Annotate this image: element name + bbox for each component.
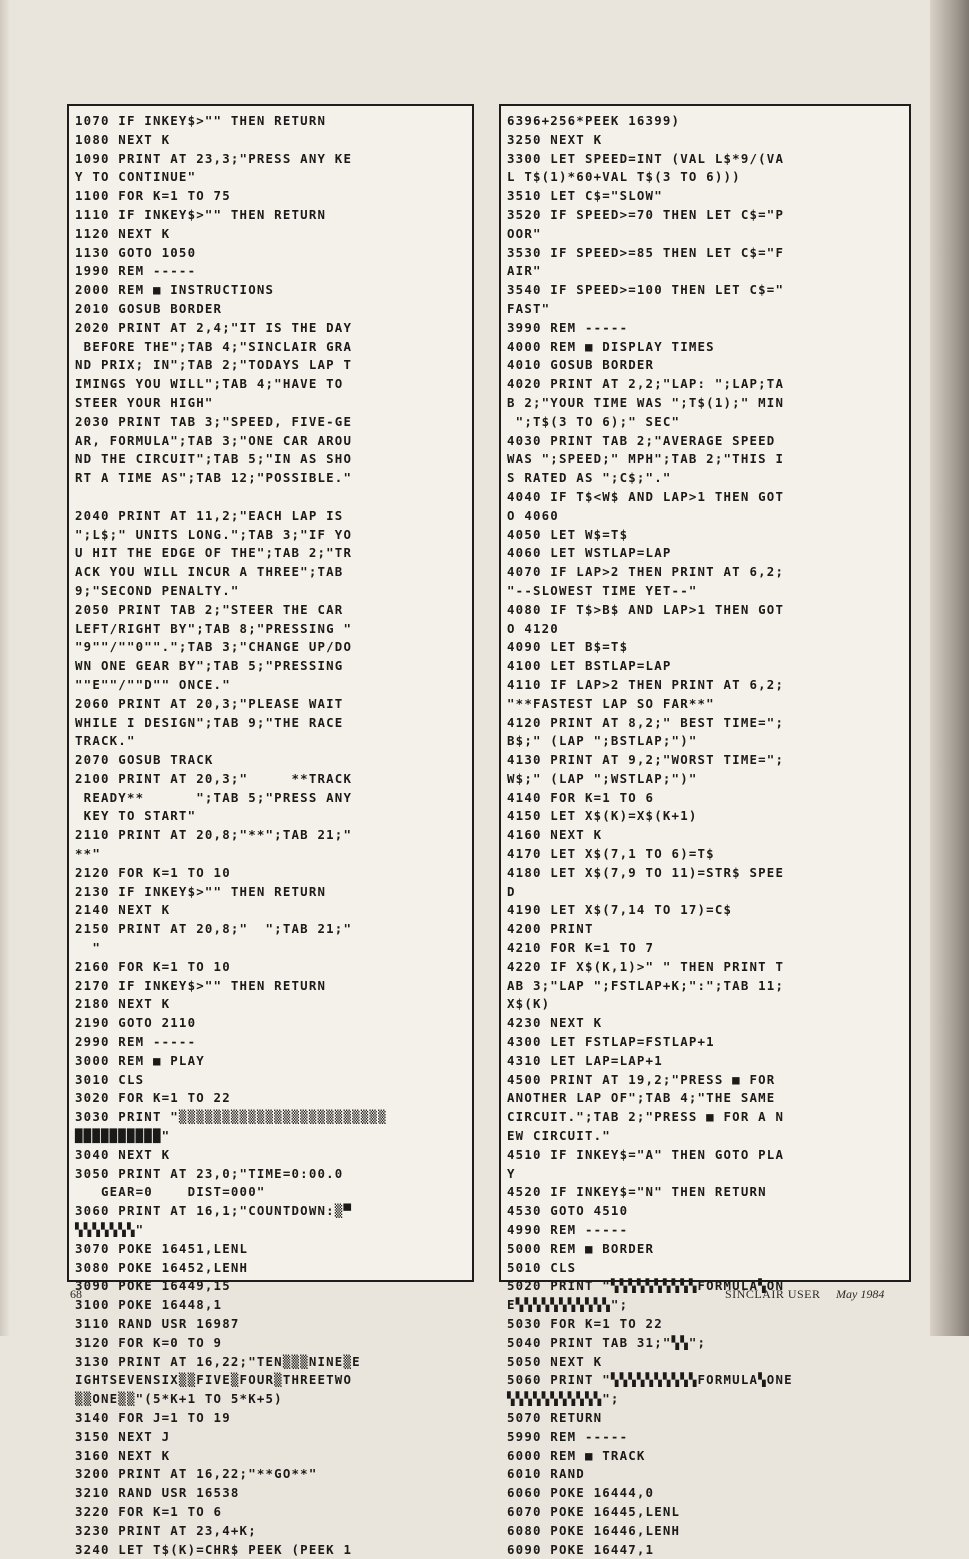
code-line: 3140 FOR J=1 TO 19 (75, 1409, 231, 1425)
code-line: 1080 NEXT K (75, 131, 171, 147)
code-line: 2110 PRINT AT 20,8;"**";TAB 21;" (75, 827, 353, 843)
code-line: " (75, 940, 101, 956)
code-line: 4150 LET X$(K)=X$(K+1) (507, 808, 698, 824)
code-line: 4040 IF T$<W$ AND LAP>1 THEN GOT (507, 488, 785, 504)
code-line: 6000 REM ■ TRACK (507, 1447, 646, 1463)
code-line: 2050 PRINT TAB 2;"STEER THE CAR (75, 601, 344, 617)
code-line: 4030 PRINT TAB 2;"AVERAGE SPEED (507, 432, 776, 448)
code-line: 3240 LET T$(K)=CHR$ PEEK (PEEK 1 (75, 1541, 353, 1557)
code-line: TRACK." (75, 733, 136, 749)
code-line: 5070 RETURN (507, 1409, 603, 1425)
code-line: ";L$;" UNITS LONG.";TAB 3;"IF YO (75, 526, 353, 542)
code-line: 3090 POKE 16449,15 (75, 1278, 231, 1294)
code-line: 5050 NEXT K (507, 1353, 603, 1369)
code-line: 4300 LET FSTLAP=FSTLAP+1 (507, 1034, 715, 1050)
code-line: 4090 LET B$=T$ (507, 639, 629, 655)
code-line: 4130 PRINT AT 9,2;"WORST TIME="; (507, 752, 785, 768)
code-line: BEFORE THE";TAB 4;"SINCLAIR GRA (75, 338, 353, 354)
code-line: 3040 NEXT K (75, 1146, 171, 1162)
code-line: 1120 NEXT K (75, 225, 171, 241)
code-line: 4140 FOR K=1 TO 6 (507, 789, 655, 805)
code-line: 2130 IF INKEY$>"" THEN RETURN (75, 883, 327, 899)
code-line: D (507, 883, 516, 899)
code-listing-left (75, 112, 466, 1559)
code-line: 6060 POKE 16444,0 (507, 1485, 655, 1501)
code-line: 4190 LET X$(7,14 TO 17)=C$ (507, 902, 733, 918)
code-line: 4050 LET W$=T$ (507, 526, 629, 542)
code-line: 3110 RAND USR 16987 (75, 1316, 240, 1331)
code-line: 1990 REM ----- (75, 263, 197, 279)
code-line: 4220 IF X$(K,1)>" " THEN PRINT T (507, 958, 785, 974)
code-line: 4510 IF INKEY$="A" THEN GOTO PLA (507, 1146, 785, 1162)
code-line: 2070 GOSUB TRACK (75, 752, 214, 768)
code-line: 3000 REM ■ PLAY (75, 1052, 205, 1068)
code-line: 2140 NEXT K (75, 902, 171, 918)
code-line: 5060 PRINT "▚▚▚▚▚▚▚▚▚▚FORMULA▚ONE (507, 1372, 793, 1388)
code-listing-right (507, 112, 903, 1559)
code-line: 4180 LET X$(7,9 TO 11)=STR$ SPEE (507, 864, 785, 880)
code-line: 3030 PRINT "▒▒▒▒▒▒▒▒▒▒▒▒▒▒▒▒▒▒▒▒▒▒▒▒ (75, 1109, 387, 1125)
code-line: 3100 POKE 16448,1 (75, 1297, 223, 1313)
code-line: 4000 REM ■ DISPLAY TIMES (507, 338, 715, 354)
code-line: 1070 IF INKEY$>"" THEN RETURN (75, 113, 327, 128)
issue-date: May 1984 (836, 1287, 885, 1301)
code-line: ""E""/""D"" ONCE." (75, 676, 231, 692)
code-line: ND THE CIRCUIT";TAB 5;"IN AS SHO (75, 451, 353, 467)
code-line: 2180 NEXT K (75, 996, 171, 1012)
code-line: 6090 POKE 16447,1 (507, 1541, 655, 1557)
code-line: 3150 NEXT J (75, 1428, 171, 1444)
code-line: 3010 CLS (75, 1071, 145, 1087)
code-line: 3990 REM ----- (507, 319, 629, 335)
code-line: 2010 GOSUB BORDER (75, 300, 223, 316)
code-line: 5030 FOR K=1 TO 22 (507, 1316, 663, 1331)
code-line: 5010 CLS (507, 1259, 577, 1275)
page-number: 68 (70, 1287, 82, 1301)
code-line: OOR" (507, 225, 542, 241)
code-line: 6010 RAND (507, 1466, 585, 1482)
code-line: ACK YOU WILL INCUR A THREE";TAB (75, 564, 344, 580)
code-line: 4500 PRINT AT 19,2;"PRESS ■ FOR (507, 1071, 776, 1087)
code-line: 4170 LET X$(7,1 TO 6)=T$ (507, 846, 715, 862)
code-line: ██████████" (75, 1128, 171, 1144)
code-line: 3520 IF SPEED>=70 THEN LET C$="P (507, 206, 785, 222)
code-line: 4020 PRINT AT 2,2;"LAP: ";LAP;TA (507, 376, 785, 392)
code-line: ▚▚▚▚▚▚▚▚▚▚▚"; (507, 1391, 620, 1407)
code-line: 3200 PRINT AT 16,22;"**GO**" (75, 1466, 318, 1482)
code-line: 3020 FOR K=1 TO 22 (75, 1090, 231, 1106)
code-line: 4010 GOSUB BORDER (507, 357, 655, 373)
code-line: AB 3;"LAP ";FSTLAP+K;":";TAB 11; (507, 977, 785, 993)
code-line: IMINGS YOU WILL";TAB 4;"HAVE TO (75, 376, 344, 392)
code-line: E▚▚▚▚▚▚▚▚▚▚▚"; (507, 1297, 629, 1313)
code-line: 3510 LET C$="SLOW" (507, 188, 663, 204)
code-line: S RATED AS ";C$;"." (507, 470, 672, 486)
code-line: 3300 LET SPEED=INT (VAL L$*9/(VA (507, 150, 785, 166)
code-line: 1090 PRINT AT 23,3;"PRESS ANY KE (75, 150, 353, 166)
code-line: O 4120 (507, 620, 559, 636)
code-line: 3120 FOR K=0 TO 9 (75, 1334, 223, 1350)
code-line: 3220 FOR K=1 TO 6 (75, 1503, 223, 1519)
code-line: 2990 REM ----- (75, 1034, 197, 1050)
magazine-title: SINCLAIR USER (725, 1287, 821, 1301)
code-line: X$(K) (507, 996, 551, 1012)
code-line: STEER YOUR HIGH" (75, 394, 214, 410)
page-edge-shadow (930, 0, 969, 1336)
code-line: 4120 PRINT AT 8,2;" BEST TIME="; (507, 714, 785, 730)
code-line: "9""/""0"".";TAB 3;"CHANGE UP/DO (75, 639, 353, 655)
code-line: WAS ";SPEED;" MPH";TAB 2;"THIS I (507, 451, 785, 467)
code-line: ▒▒ONE▒▒"(5*K+1 TO 5*K+5) (75, 1391, 283, 1407)
code-line: 2190 GOTO 2110 (75, 1015, 197, 1031)
code-line: 3050 PRINT AT 23,0;"TIME=0:00.0 (75, 1165, 344, 1181)
code-line: 2170 IF INKEY$>"" THEN RETURN (75, 977, 327, 993)
code-line: 1110 IF INKEY$>"" THEN RETURN (75, 206, 327, 222)
code-line: 3230 PRINT AT 23,4+K; (75, 1522, 257, 1538)
code-line: ANOTHER LAP OF";TAB 4;"THE SAME (507, 1090, 776, 1106)
code-line: 4100 LET BSTLAP=LAP (507, 658, 672, 674)
code-line: O 4060 (507, 507, 559, 523)
code-line: ";T$(3 TO 6);" SEC" (507, 413, 681, 429)
code-line: 2150 PRINT AT 20,8;" ";TAB 21;" (75, 921, 353, 937)
code-line: 2000 REM ■ INSTRUCTIONS (75, 282, 275, 298)
code-line: W$;" (LAP ";WSTLAP;")" (507, 770, 698, 786)
code-line: 4230 NEXT K (507, 1015, 603, 1031)
code-line: 4210 FOR K=1 TO 7 (507, 940, 655, 956)
code-line: 4110 IF LAP>2 THEN PRINT AT 6,2; (507, 676, 785, 692)
page-gutter-shadow (0, 0, 10, 1336)
code-line: CIRCUIT.";TAB 2;"PRESS ■ FOR A N (507, 1109, 785, 1125)
code-line: 2020 PRINT AT 2,4;"IT IS THE DAY (75, 319, 353, 335)
code-line: U HIT THE EDGE OF THE";TAB 2;"TR (75, 545, 353, 561)
code-line: 4520 IF INKEY$="N" THEN RETURN (507, 1184, 767, 1200)
code-line: 4080 IF T$>B$ AND LAP>1 THEN GOT (507, 601, 785, 617)
code-line: 4990 REM ----- (507, 1222, 629, 1238)
code-line: 3210 RAND USR 16538 (75, 1485, 240, 1501)
code-line: 3130 PRINT AT 16,22;"TEN▒▒▒NINE▒E (75, 1353, 361, 1369)
code-line: 4160 NEXT K (507, 827, 603, 843)
code-line: ND PRIX; IN";TAB 2;"TODAYS LAP T (75, 357, 353, 373)
code-line: 2030 PRINT TAB 3;"SPEED, FIVE-GE (75, 413, 353, 429)
code-line: 1100 FOR K=1 TO 75 (75, 188, 231, 204)
code-line: "--SLOWEST TIME YET--" (507, 582, 698, 598)
code-line: 3070 POKE 16451,LENL (75, 1240, 249, 1256)
code-line: 3250 NEXT K (507, 131, 603, 147)
code-line: B$;" (LAP ";BSTLAP;")" (507, 733, 698, 749)
code-line: 3160 NEXT K (75, 1447, 171, 1463)
code-line: 2160 FOR K=1 TO 10 (75, 958, 231, 974)
code-line: AIR" (507, 263, 542, 279)
code-line: KEY TO START" (75, 808, 197, 824)
code-line: ▚▚▚▚▚▚▚" (75, 1222, 145, 1238)
code-line: 5020 PRINT "▚▚▚▚▚▚▚▚▚▚FORMULA▚ON (507, 1278, 785, 1294)
code-line: WN ONE GEAR BY";TAB 5;"PRESSING (75, 658, 344, 674)
code-line: FAST" (507, 300, 551, 316)
code-line: IGHTSEVENSIX▒▒FIVE▒FOUR▒THREETWO (75, 1372, 353, 1388)
code-line: 4310 LET LAP=LAP+1 (507, 1052, 663, 1068)
code-line: Y (507, 1165, 516, 1181)
code-line: 9;"SECOND PENALTY." (75, 582, 240, 598)
code-line: 4200 PRINT (507, 921, 594, 937)
code-line: EW CIRCUIT." (507, 1128, 611, 1144)
code-line: 3530 IF SPEED>=85 THEN LET C$="F (507, 244, 785, 260)
code-line: 4070 IF LAP>2 THEN PRINT AT 6,2; (507, 564, 785, 580)
code-line: 5000 REM ■ BORDER (507, 1240, 655, 1256)
code-line: 1130 GOTO 1050 (75, 244, 197, 260)
code-line: RT A TIME AS";TAB 12;"POSSIBLE." (75, 470, 353, 486)
code-line: L T$(1)*60+VAL T$(3 TO 6))) (507, 169, 741, 185)
code-line: Y TO CONTINUE" (75, 169, 197, 185)
code-line: 5990 REM ----- (507, 1428, 629, 1444)
code-line (75, 488, 466, 507)
code-line: B 2;"YOUR TIME WAS ";T$(1);" MIN (507, 394, 785, 410)
code-line: "**FASTEST LAP SO FAR**" (507, 695, 715, 711)
code-line: 6070 POKE 16445,LENL (507, 1503, 681, 1519)
code-line: 6080 POKE 16446,LENH (507, 1522, 681, 1538)
code-line: 2120 FOR K=1 TO 10 (75, 864, 231, 880)
code-line: 4530 GOTO 4510 (507, 1203, 629, 1219)
code-line: AR, FORMULA";TAB 3;"ONE CAR AROU (75, 432, 353, 448)
code-line: 2060 PRINT AT 20,3;"PLEASE WAIT (75, 695, 344, 711)
code-line: GEAR=0 DIST=000" (75, 1184, 266, 1200)
code-line: 6396+256*PEEK 16399) (507, 113, 681, 128)
code-line: 3080 POKE 16452,LENH (75, 1259, 249, 1275)
code-line: 3060 PRINT AT 16,1;"COUNTDOWN:▒▀ (75, 1203, 353, 1219)
code-line: LEFT/RIGHT BY";TAB 8;"PRESSING " (75, 620, 353, 636)
code-line: 2040 PRINT AT 11,2;"EACH LAP IS (75, 507, 344, 523)
code-line: READY** ";TAB 5;"PRESS ANY (75, 789, 353, 805)
code-line: 4060 LET WSTLAP=LAP (507, 545, 672, 561)
code-line: 2100 PRINT AT 20,3;" **TRACK (75, 770, 353, 786)
code-line: **" (75, 846, 101, 862)
code-line: 3540 IF SPEED>=100 THEN LET C$=" (507, 282, 785, 298)
code-line: 5040 PRINT TAB 31;"▚▚"; (507, 1334, 707, 1350)
code-line: WHILE I DESIGN";TAB 9;"THE RACE (75, 714, 344, 730)
